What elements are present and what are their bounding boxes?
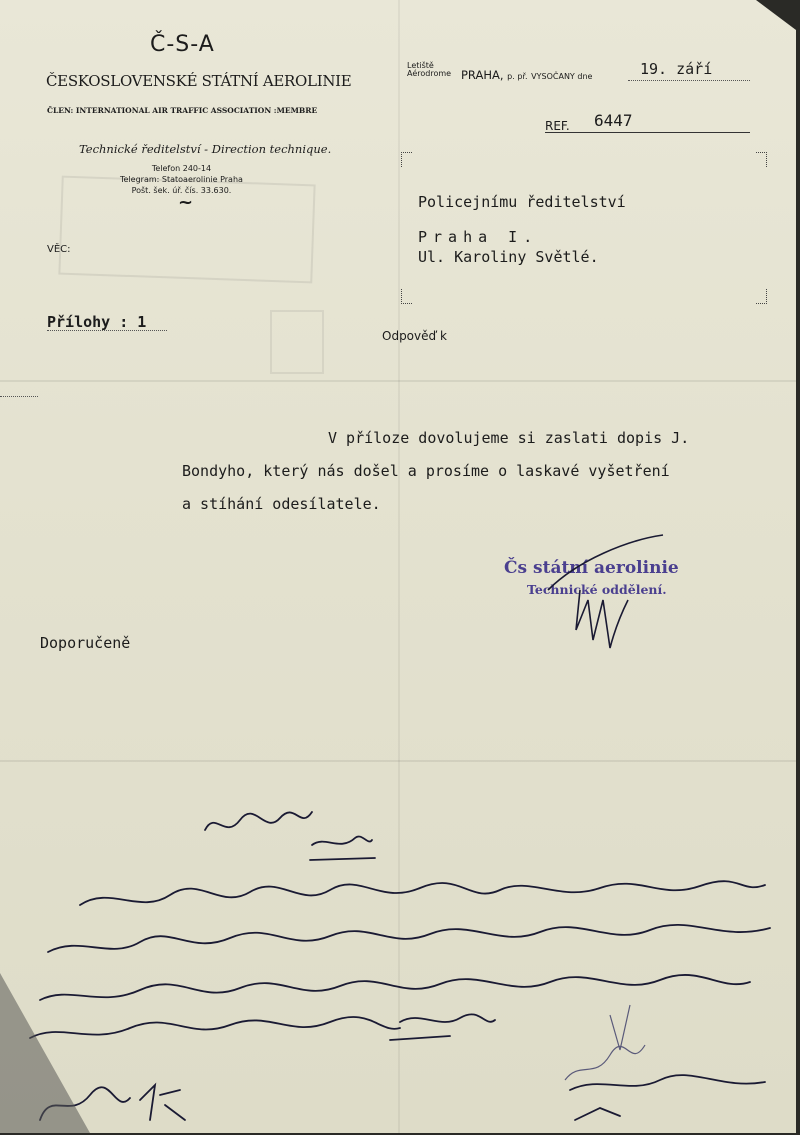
attachments-count: Přílohy : 1 xyxy=(47,313,147,331)
department-stamp-title: Čs státní aerolinie xyxy=(504,558,679,578)
body-line: V příloze dovolujeme si zaslati dopis J. xyxy=(328,429,690,447)
aerodrome-label-fr: Aérodrome xyxy=(407,69,452,78)
place-name: PRAHA, xyxy=(461,68,504,82)
letter-date: 19. září xyxy=(640,60,713,78)
airline-name: ČESKOSLOVENSKÉ STÁTNÍ AEROLINIE xyxy=(46,72,352,90)
body-line: Bondyho, který nás došel a prosíme o laskavé vyšetření xyxy=(182,462,670,480)
signature-mark xyxy=(538,530,678,660)
divider xyxy=(0,396,38,397)
reference-underline xyxy=(545,132,750,133)
reply-label: Odpověď k xyxy=(382,329,447,343)
registered-mail-note: Doporučeně xyxy=(40,634,131,652)
department-name: Technické ředitelství - Direction technique. xyxy=(79,142,332,156)
letter-body xyxy=(182,422,689,521)
address-bracket xyxy=(401,152,412,167)
place-abbrev: p. př. xyxy=(507,72,528,81)
reference-label: REF. xyxy=(545,119,570,133)
letiste-label: Letiště xyxy=(407,61,434,70)
address-bracket xyxy=(756,289,767,304)
divider xyxy=(47,330,167,331)
torn-corner xyxy=(756,0,796,30)
contact-info: Telefon 240-14 Telegram: Statoaerolinie Praha Pošt. šek. úř. čís. 33.630. xyxy=(120,164,243,195)
faint-receipt-stamp xyxy=(270,310,324,374)
torn-corner xyxy=(0,973,90,1133)
reference-number: 6447 xyxy=(594,111,633,130)
aerodrome-label xyxy=(407,62,451,78)
company-logo: Č-S-A xyxy=(150,32,215,57)
place-line xyxy=(461,68,592,82)
address-bracket xyxy=(756,152,767,167)
handwritten-annotation xyxy=(0,790,796,1133)
body-line: a stíhání odesílatele. xyxy=(182,495,381,513)
recipient-line-1: Policejnímu ředitelství xyxy=(418,193,626,211)
place-rest: VYSOČANY dne xyxy=(531,72,593,81)
membership-line: ČLEN: INTERNATIONAL AIR TRAFFIC ASSOCIATION :MEMBRE xyxy=(47,106,318,115)
recipient-line-3: Ul. Karoliny Světlé. xyxy=(418,248,599,266)
department-stamp-subtitle: Technické oddělení. xyxy=(527,582,667,597)
decorative-tilde: ~ xyxy=(178,192,194,213)
address-bracket xyxy=(401,289,412,304)
date-underline xyxy=(628,80,750,81)
recipient-line-2: Praha I. xyxy=(418,228,539,246)
subject-label: VĚC: xyxy=(47,244,71,255)
